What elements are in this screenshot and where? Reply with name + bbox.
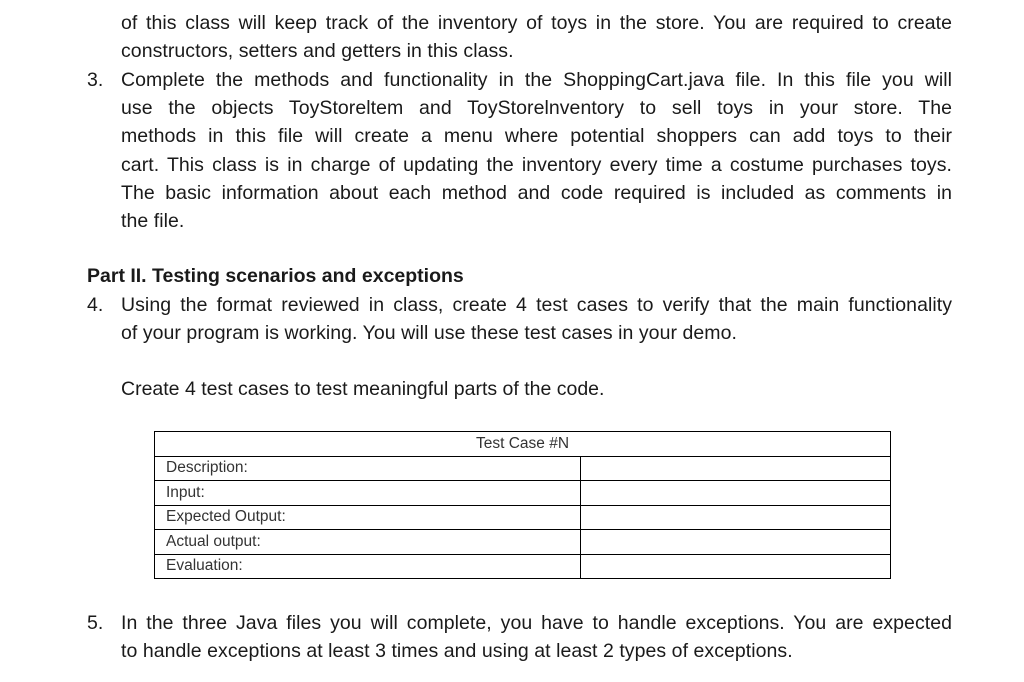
test-case-table [154,431,891,579]
row-label-evaluation: Evaluation: [155,554,581,579]
item-4-line: of your program is working. You will use these test cases in your demo. [121,322,737,345]
test-case-title: Test Case #N [155,432,891,457]
item-3-line: use the objects ToyStoreltem and ToyStorelnventory to sell toys in your store. The [121,97,952,120]
table-row [155,505,891,530]
item-5-line: to handle exceptions at least 3 times and using at least 2 types of exceptions. [121,640,793,663]
item-4-line: Using the format reviewed in class, create 4 test cases to verify that the main functionality [121,294,952,316]
row-value-actual-output [581,530,891,555]
row-label-actual-output: Actual output: [155,530,581,555]
item-5-line: In the three Java files you will complete, you have to handle exceptions. You are expected [121,612,952,634]
item-4-number: 4. [87,294,104,316]
intro-line: constructors, setters and getters in this class. [121,40,514,63]
intro-paragraph [121,9,952,65]
row-label-description: Description: [155,456,581,481]
item-5-paragraph [121,609,952,665]
row-value-expected-output [581,505,891,530]
table-row [155,481,891,506]
part-2-heading: Part II. Testing scenarios and exceptions [87,265,464,287]
row-value-description [581,456,891,481]
row-value-evaluation [581,554,891,579]
item-3-line: cart. This class is in charge of updating the inventory every time a costume purchases toys. [121,153,952,176]
row-value-input [581,481,891,506]
table-row [155,554,891,579]
item-4-paragraph [121,291,952,347]
item-3-line: The basic information about each method and code required is included as comments in [121,181,952,204]
row-label-input: Input: [155,481,581,506]
table-header-row [155,432,891,457]
item-3-line: Complete the methods and functionality in the ShoppingCart.java file. In this file you will [121,69,952,91]
row-label-expected-output: Expected Output: [155,505,581,530]
intro-line: of this class will keep track of the inventory of toys in the store. You are required to create [121,12,952,34]
item-5-number: 5. [87,612,104,634]
item-3-number: 3. [87,69,104,91]
table-row [155,456,891,481]
item-3-line: the file. [121,210,185,233]
item-3-paragraph [121,66,952,235]
item-3-line: methods in this file will create a menu where potential shoppers can add toys to their [121,125,952,148]
item-4-instruction: Create 4 test cases to test meaningful parts of the code. [121,378,605,400]
table-row [155,530,891,555]
